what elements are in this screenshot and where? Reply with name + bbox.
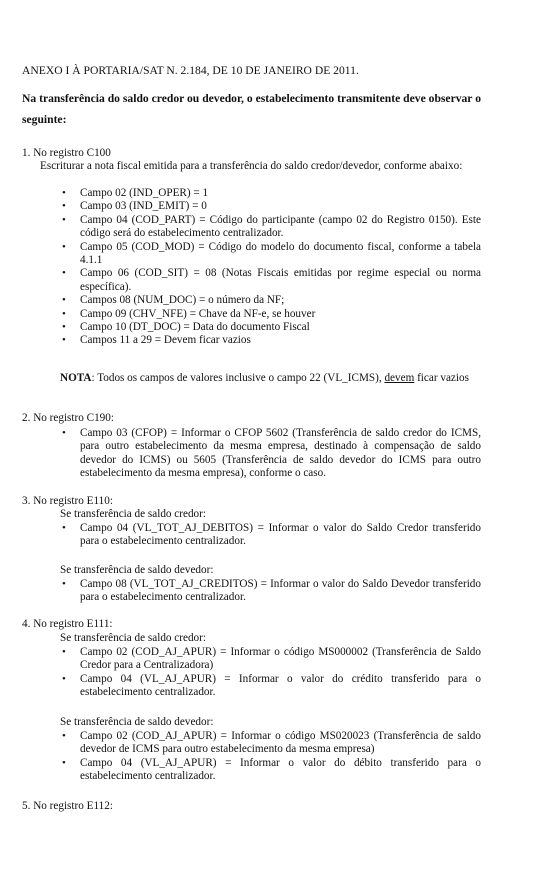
section-1-description: Escriturar a nota fiscal emitida para a transferência do saldo credor/devedor, conforme abaixo: [40, 160, 463, 172]
section-1-note [60, 372, 481, 385]
bullet-icon: • [62, 730, 66, 742]
section-3-title: 3. No registro E110: [22, 495, 113, 507]
section-2-list [60, 427, 481, 481]
section-1-title: 1. No registro C100 [22, 147, 111, 159]
note-text: : Todos os campos de valores inclusive o campo 22 (VL_ICMS), [91, 372, 385, 384]
list-item [60, 730, 481, 757]
bullet-icon: • [62, 334, 66, 347]
list-item [60, 200, 481, 213]
list-item [60, 334, 481, 347]
bullet-icon: • [62, 294, 66, 307]
section-1-list [60, 187, 481, 348]
bullet-icon: • [62, 321, 66, 334]
list-item [60, 673, 481, 700]
list-item [60, 757, 481, 784]
list-item-text: Campo 10 (DT_DOC) = Data do documento Fiscal [80, 321, 310, 334]
bullet-icon: • [62, 522, 66, 534]
bullet-icon: • [62, 240, 66, 253]
note-label: NOTA [60, 372, 92, 384]
list-item-text: Campo 02 (COD_AJ_APUR) = Informar o código MS000002 (Transferência de Saldo Credor para a Centralizadora) [80, 646, 481, 672]
section-4-debit-subtitle: Se transferência de saldo devedor: [60, 716, 214, 728]
bullet-icon: • [62, 672, 66, 685]
section-5-title: 5. No registro E112: [22, 800, 113, 812]
list-item-text: Campos 08 (NUM_DOC) = o número da NF; [80, 294, 285, 307]
section-3-debit-list [60, 578, 481, 605]
bullet-icon: • [62, 646, 66, 658]
section-3-credit-list [60, 522, 481, 549]
bullet-icon: • [62, 756, 66, 769]
list-item-text: Campos 11 a 29 = Devem ficar vazios [80, 334, 251, 347]
bullet-icon: • [62, 200, 66, 213]
list-item-text: Campo 04 (VL_TOT_AJ_DEBITOS) = Informar o valor do Saldo Credor transferido para o estabelecimento centralizador. [80, 522, 481, 548]
list-item [60, 427, 481, 481]
list-item-text: Campo 05 (COD_MOD) = Código do modelo do documento fiscal, conforme a tabela 4.1.1 [80, 240, 481, 267]
section-4-title: 4. No registro E111: [22, 618, 113, 630]
list-item-text: Campo 08 (VL_TOT_AJ_CREDITOS) = Informar o valor do Saldo Devedor transferido para o estabelecimento centralizador. [80, 578, 481, 604]
list-item-text: Campo 03 (IND_EMIT) = 0 [80, 200, 207, 213]
list-item-text: Campo 04 (COD_PART) = Código do participante (campo 02 do Registro 0150). Este código será do estabelecimento centralizador. [80, 213, 481, 240]
list-item-text: Campo 03 (CFOP) = Informar o CFOP 5602 (Transferência de saldo credor do ICMS, para outro estabelecimento da mesma empresa, destinado à compensação de saldo devedor do ICMS) ou 5605 (Transferência de saldo devedor do ICMS para outro estabelecimento da mesma empresa), conforme o caso. [80, 427, 481, 480]
list-item [60, 214, 481, 241]
list-item-text: Campo 09 (CHV_NFE) = Chave da NF-e, se houver [80, 307, 316, 320]
bullet-icon: • [62, 213, 66, 226]
list-item [60, 187, 481, 200]
section-4-credit-subtitle: Se transferência de saldo credor: [60, 632, 206, 644]
list-item [60, 646, 481, 673]
section-4-debit-list [60, 730, 481, 784]
list-item [60, 294, 481, 307]
list-item [60, 578, 481, 605]
note-text-end: ficar vazios [414, 372, 469, 384]
intro-paragraph: Na transferência do saldo credor ou devedor, o estabelecimento transmitente deve observar o seguinte: [22, 92, 481, 126]
bullet-icon: • [62, 307, 66, 320]
section-3-debit-subtitle: Se transferência de saldo devedor: [60, 564, 214, 576]
bullet-icon: • [62, 578, 66, 590]
bullet-icon: • [62, 187, 66, 199]
list-item-text: Campo 04 (VL_AJ_APUR) = Informar o valor do débito transferido para o estabelecimento centralizador. [80, 756, 481, 783]
list-item-text: Campo 02 (COD_AJ_APUR) = Informar o código MS020023 (Transferência de saldo devedor de ICMS para outro estabelecimento da mesma empresa) [80, 730, 481, 756]
bullet-icon: • [62, 267, 66, 280]
list-item [60, 308, 481, 321]
section-3-credit-subtitle: Se transferência de saldo credor: [60, 508, 206, 520]
note-underlined-word: devem [384, 372, 415, 384]
section-2-title: 2. No registro C190: [22, 412, 114, 424]
list-item [60, 241, 481, 268]
document-heading: ANEXO I À PORTARIA/SAT N. 2.184, DE 10 DE JANEIRO DE 2011. [22, 64, 359, 77]
list-item [60, 267, 481, 294]
list-item [60, 522, 481, 549]
list-item [60, 321, 481, 334]
list-item-text: Campo 02 (IND_OPER) = 1 [80, 187, 209, 199]
bullet-icon: • [62, 427, 66, 439]
list-item-text: Campo 04 (VL_AJ_APUR) = Informar o valor do crédito transferido para o estabelecimento centralizador. [80, 672, 481, 699]
list-item-text: Campo 06 (COD_SIT) = 08 (Notas Fiscais emitidas por regime especial ou norma específica). [80, 267, 481, 293]
section-4-credit-list [60, 646, 481, 700]
